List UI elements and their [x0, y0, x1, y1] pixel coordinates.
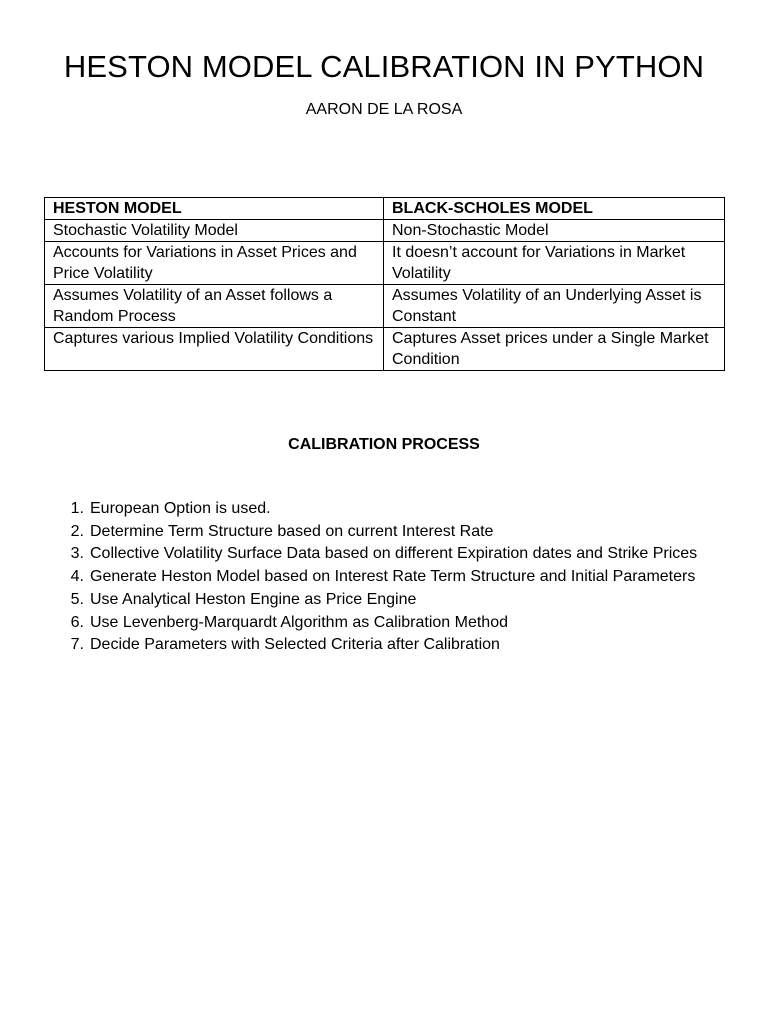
table-header-cell: HESTON MODEL: [45, 198, 384, 220]
list-item-number: 7.: [70, 636, 84, 654]
table-cell: Assumes Volatility of an Underlying Asset is Constant: [384, 285, 725, 328]
list-item-text: Decide Parameters with Selected Criteria after Calibration: [90, 636, 500, 654]
table-cell: Non-Stochastic Model: [384, 220, 725, 242]
list-item-text: Use Levenberg-Marquardt Algorithm as Calibration Method: [90, 613, 508, 631]
table-row: [45, 220, 725, 242]
table-cell: Captures various Implied Volatility Conditions: [45, 328, 384, 371]
table-row: [45, 242, 725, 285]
list-item-number: 1.: [70, 500, 84, 517]
list-item: [60, 634, 732, 657]
list-item-text: Use Analytical Heston Engine as Price Engine: [90, 590, 417, 608]
table-header-row: [45, 198, 725, 220]
list-item-number: 5.: [70, 590, 84, 608]
list-item-number: 2.: [70, 522, 84, 540]
calibration-heading: CALIBRATION PROCESS: [288, 436, 480, 453]
comparison-table: [44, 197, 725, 371]
table-header-cell: BLACK-SCHOLES MODEL: [384, 198, 725, 220]
list-item-number: 3.: [70, 545, 84, 563]
list-item: [60, 566, 732, 589]
list-item: [60, 498, 732, 521]
table-cell: Captures Asset prices under a Single Market Condition: [384, 328, 725, 371]
calibration-steps-list: [60, 498, 732, 657]
list-item-number: 4.: [70, 568, 84, 586]
list-item: [60, 589, 732, 612]
document-title: HESTON MODEL CALIBRATION IN PYTHON: [63, 49, 705, 84]
list-item-number: 6.: [70, 613, 84, 631]
list-item-text: Generate Heston Model based on Interest Rate Term Structure and Initial Parameters: [90, 568, 696, 586]
list-item: [60, 612, 732, 635]
list-item: [60, 521, 732, 544]
table-cell: Assumes Volatility of an Asset follows a Random Process: [45, 285, 384, 328]
list-item-text: Determine Term Structure based on current Interest Rate: [90, 522, 494, 540]
table-row: [45, 328, 725, 371]
table-cell: Stochastic Volatility Model: [45, 220, 384, 242]
table-cell: It doesn’t account for Variations in Market Volatility: [384, 242, 725, 285]
list-item: [60, 543, 732, 566]
table-row: [45, 285, 725, 328]
document-author: AARON DE LA ROSA: [305, 101, 463, 118]
list-item-text: Collective Volatility Surface Data based on different Expiration dates and Strike Prices: [90, 545, 698, 563]
list-item-text: European Option is used.: [90, 500, 271, 517]
table-cell: Accounts for Variations in Asset Prices and Price Volatility: [45, 242, 384, 285]
